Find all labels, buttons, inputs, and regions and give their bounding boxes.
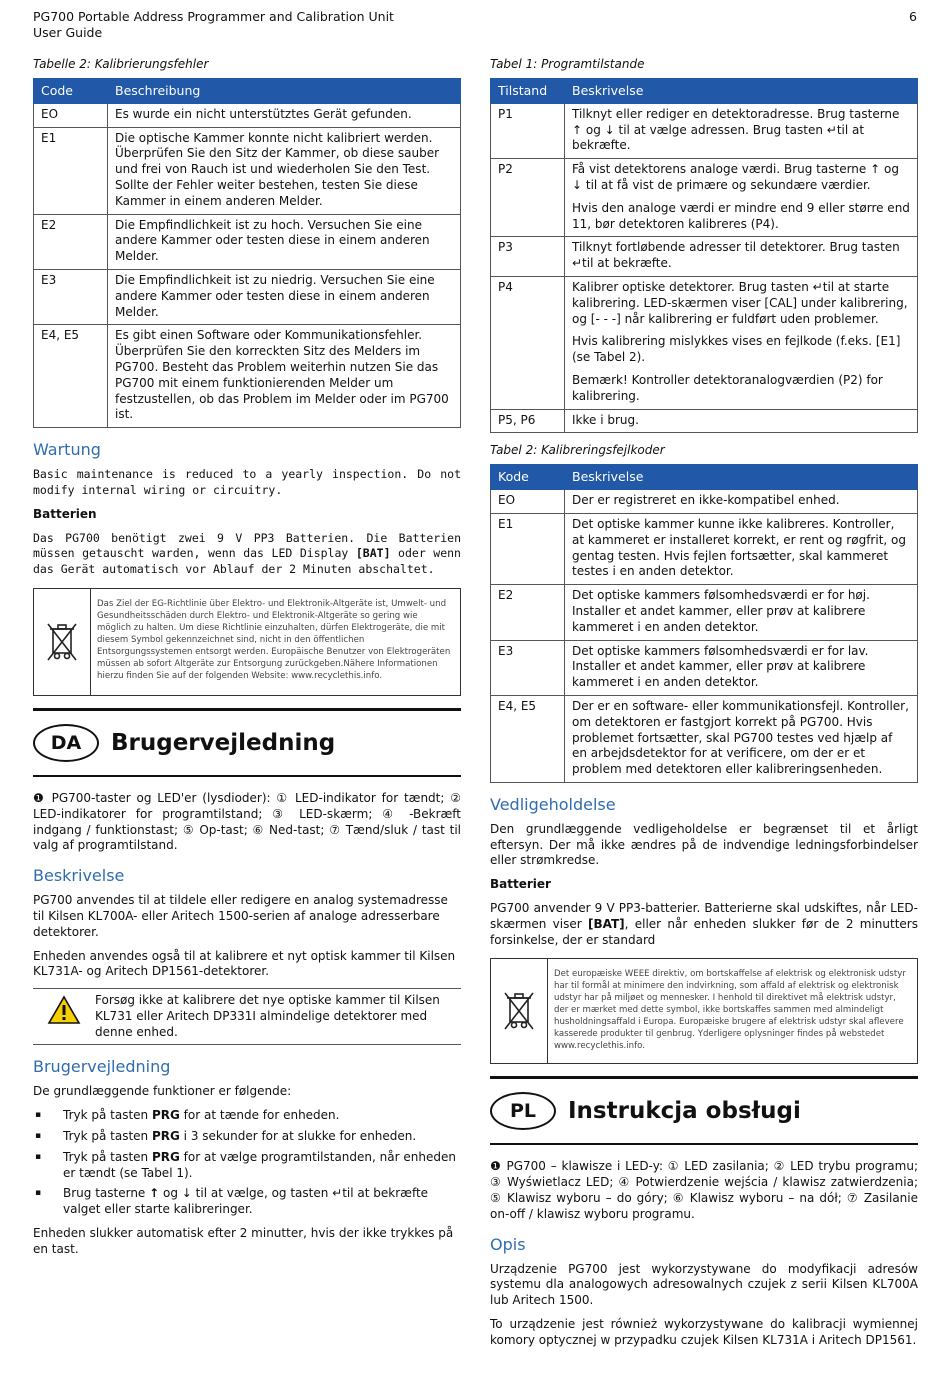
left-column [33, 56, 461, 1266]
cell-paragraph: Tilknyt fortløbende adresser til detektorer. Brug tasten ↵til at bekræfte. [572, 240, 900, 271]
text-span: PG700 anvender 9 V PP3-batterier. Batterierne skal udskiftes, når LED-skærmen viser [490, 901, 918, 931]
text-span: Tryk på tasten [63, 1129, 152, 1144]
section-heading-beskrivelse: Beskrivelse [33, 866, 125, 886]
doc-title: PG700 Portable Address Programmer and Calibration Unit [33, 9, 394, 24]
key-label: PRG [151, 1149, 180, 1164]
da-intro: ❶ PG700-taster og LED'er (lysdioder): ① LED-indikator for tændt; ② LED-indikatorer for programtilstand; ③ LED-skærm; ④ -Bekræft indgang / funktionstast; ⑤ Op-tast; ⑥ Ned-tast; ⑦ Tænd/sluk / tast til valg af programtilstand. [33, 790, 461, 853]
warning-box [33, 988, 461, 1045]
warning-icon [33, 993, 95, 1040]
col-header-code: Kode [491, 465, 565, 490]
table-row [34, 214, 461, 269]
cell-code: P2 [491, 159, 565, 237]
calibration-errors-table-de [33, 78, 461, 428]
text-span: Tryk på tasten [63, 1149, 152, 1164]
text-span: for at vælge programtilstanden, når enheden er tændt (se Tabel 1). [63, 1149, 456, 1180]
text-span: for at tænde for enheden. [179, 1108, 340, 1123]
cell-code: E4, E5 [491, 695, 565, 782]
wartung-text: Basic maintenance is reduced to a yearly inspection. Do not modify internal wiring or circuitry. [33, 467, 461, 497]
cell-code: E3 [34, 269, 108, 324]
program-modes-table [490, 78, 918, 433]
vedl-text: Den grundlæggende vedligeholdelse er begrænset til et årligt eftersyn. Der må ikke ændres på de indvendige ledningsforbindelser eller strømkredse. [490, 821, 918, 868]
cell-paragraph: Tilknyt eller rediger en detektoradresse. Brug tasterne ↑ og ↓ til at vælge adressen. Brug tasten ↵til at bekræfte. [572, 106, 900, 153]
cell-desc: Die optische Kammer konnte nicht kalibriert werden. Überprüfen Sie den Sitz der Kammer, ob diese sauber und frei von Rauch ist und wiederholen Sie den Test. Sollte der Fehler weiter bestehen, testen Sie diese Kammer in einem anderen Melder. [108, 127, 461, 214]
cell-desc: Det optiske kammer kunne ikke kalibreres. Kontroller, at kammeret er installeret korrekt, er rent og røgfrit, og gentag testen. Hvis fejlen fortsætter, skal kammeret testes i en anden detektor. [565, 513, 918, 584]
cell-desc: Die Empfindlichkeit ist zu hoch. Versuchen Sie eine andere Kammer oder testen diese in einem anderen Melder. [108, 214, 461, 269]
list-item [63, 1150, 461, 1182]
cell-desc [565, 409, 918, 433]
cell-code: EO [34, 103, 108, 127]
language-title: Brugervejledning [111, 729, 336, 756]
text-span: , eller når enheden slukker før de 2 minutters forsinkelse, der er standard [490, 916, 918, 947]
table-row [491, 640, 918, 695]
doc-subtitle: User Guide [33, 25, 103, 40]
cell-desc [565, 237, 918, 277]
da-paragraph: De grundlæggende funktioner er følgende: [33, 1084, 292, 1099]
weee-notice [490, 958, 918, 1064]
text-span: Tryk på tasten [63, 1108, 152, 1123]
right-column [490, 56, 918, 1357]
table-row [491, 276, 918, 409]
table-row [34, 103, 461, 127]
cell-paragraph: Hvis den analoge værdi er mindre end 9 eller større end 11, bør detektoren kalibreres (P4). [572, 200, 910, 231]
text-span: og ↓ til at vælge, og tasten ↵til at bekræfte valget eller starte kalibreringer. [63, 1186, 429, 1217]
table-row [491, 103, 918, 158]
table-row [491, 237, 918, 277]
cell-paragraph: Kalibrer optiske detektorer. Brug tasten ↵til at starte kalibrering. LED-skærmen viser [CAL] under kalibrering, og [- - -] når kalibrering er fuldført uden problemer. [572, 279, 908, 326]
weee-notice [33, 588, 461, 696]
table-row [491, 409, 918, 433]
batterien-text [33, 531, 461, 578]
cell-desc: Es gibt einen Software oder Kommunikationsfehler. Überprüfen Sie den korreckten Sitz des Melders im PG700. Besteht das Problem weiterhin nutzen Sie das PG700 mit einem funktionierenden Melder um festzustellen, ob das Problem im Melder oder im PG700 ist. [108, 325, 461, 428]
cell-code: E2 [491, 585, 565, 640]
da-paragraph: Enheden slukker automatisk efter 2 minutter, hvis der ikke trykkes på en tast. [33, 1226, 454, 1256]
batterier-text [490, 901, 918, 948]
col-header-desc: Beschreibung [108, 79, 461, 104]
function-list [33, 1108, 461, 1218]
da-paragraph: Enheden anvendes også til at kalibrere et nyt optisk kammer til Kilsen KL731A- og Aritech DP1561-detektorer. [33, 948, 456, 979]
page-header [33, 9, 394, 41]
list-item [63, 1186, 461, 1218]
language-badge: DA [33, 724, 99, 762]
pl-paragraph: To urządzenie jest również wykorzystywane do kalibracji wymiennej komory optycznej w przypadku czujek Kilsen KL731A i Aritech DP1561. [490, 1317, 918, 1347]
table-row [491, 513, 918, 584]
text-span: Das PG700 benötigt zwei 9 V PP3 Batterien. Die Batterien müssen getauscht warden, wenn das LED Display [33, 530, 461, 561]
language-badge: PL [490, 1092, 556, 1130]
section-heading-opis: Opis [490, 1234, 526, 1254]
section-heading-vedligeholdelse: Vedligeholdelse [490, 794, 616, 814]
key-label: ↑ [149, 1186, 160, 1201]
table-caption: Tabelle 2: Kalibrierungsfehler [33, 57, 209, 71]
section-heading-brugervejledning: Brugervejledning [33, 1057, 171, 1077]
pl-intro: ❶ PG700 – klawisze i LED-y: ① LED zasilania; ② LED trybu programu; ③ Wyświetlacz LED; ④ Potwierdzenie wejścia / klawisz zatwierdzenia; ⑤ Klawisz wyboru – do góry; ⑥ Klawisz wyboru – na dół; ⑦ Zasilanie on-off / klawisz wyboru programu. [490, 1159, 918, 1221]
warning-text: Forsøg ikke at kalibrere det nye optiske kammer til Kilsen KL731 eller Aritech DP331I almindelige detektorer med denne enhed. [95, 993, 440, 1039]
cell-desc: Det optiske kammers følsomhedsværdi er for høj. Installer et andet kammer, eller prøv at kalibrere kammeret i en anden detektor. [565, 585, 918, 640]
language-title: Instrukcja obsługi [568, 1098, 801, 1125]
key-label: PRG [151, 1129, 180, 1144]
pl-paragraph: Urządzenie PG700 jest wykorzystywane do modyfikacji adresów systemu dla analogowych adresowalnych czujek z serii Kilsen KL700A lub Aritech 1500. [490, 1261, 918, 1308]
weee-bin-icon [491, 959, 548, 1063]
table-row [491, 159, 918, 237]
cell-code: P5, P6 [491, 409, 565, 433]
text-span: Brug tasterne [63, 1186, 150, 1201]
cell-code: E2 [34, 214, 108, 269]
col-header-code: Code [34, 79, 108, 104]
weee-text: Das Ziel der EG-Richtlinie über Elektro- und Elektronik-Altgeräte ist, Umwelt- und Gesundheitsschäden durch Elektro- und Elektronik-Altgeräte so gering wie möglich zu halten. Um diese Richtlinie einzuhalten, dürfen Elektrogeräte, die mit diesem Symbol gekennzeichnet sind, nicht in den öffentlichen Entsorgungssystemen entsorgt werden. Europäische Benutzer von Elektrogeräten müssen ab sofort Altgeräte zur Entsorgung zurückgeben.Nähere Informationen hierzu finden Sie auf der folgenden Website: www.recyclethis.info. [97, 598, 451, 681]
col-header-desc: Beskrivelse [565, 465, 918, 490]
text-span: oder wenn das Gerät automatisch vor Ablauf der 2 Minuten abschaltet. [33, 546, 461, 577]
text-span: i 3 sekunder for at slukke for enheden. [179, 1129, 417, 1144]
cell-paragraph: Få vist detektorens analoge værdi. Brug tasterne ↑ og ↓ til at få vist de primære og sekundære værdier. [572, 162, 899, 192]
col-header-code: Tilstand [491, 79, 565, 104]
da-paragraph: PG700 anvendes til at tildele eller redigere en analog systemadresse til Kilsen KL700A- eller Aritech 1500-serien af analoge adresserbare detektorer. [33, 893, 448, 939]
cell-desc: Es wurde ein nicht unterstütztes Gerät gefunden. [108, 103, 461, 127]
cell-desc [565, 276, 918, 409]
list-item [63, 1108, 461, 1124]
page-number: 6 [909, 9, 917, 24]
cell-code: E1 [491, 513, 565, 584]
cell-desc: Die Empfindlichkeit ist zu niedrig. Versuchen Sie eine andere Kammer oder testen diese in einem anderen Melder. [108, 269, 461, 324]
table-row [34, 325, 461, 428]
section-heading-wartung: Wartung [33, 440, 101, 460]
table-row [491, 490, 918, 514]
cell-desc [565, 159, 918, 237]
cell-paragraph: Hvis kalibrering mislykkes vises en fejlkode (f.eks. [E1] (se Tabel 2). [572, 334, 901, 365]
language-bar-pl [490, 1076, 918, 1145]
cell-code: P3 [491, 237, 565, 277]
cell-code: E1 [34, 127, 108, 214]
cell-code: E4, E5 [34, 325, 108, 428]
bat-code: [BAT] [587, 916, 625, 931]
table-row [491, 585, 918, 640]
batterien-subheading: Batterien [33, 506, 97, 521]
cell-code: P1 [491, 103, 565, 158]
table-row [34, 127, 461, 214]
weee-text: Det europæiske WEEE direktiv, om bortskaffelse af elektrisk og elektronisk udstyr har til formål at minimere den indvirkning, som affald af elektrisk og elektronisk udstyr har på miljøet og mennesker. I henhold til direktivet må elektrisk udstyr, der er mærket med dette symbol, ikke bortskaffes sammen med almindeligt husholdningsaffald i Europa. Europæiske brugere af elektrisk udstyr skal aflevere kasserede produkter til genbrug. Yderligere oplysninger findes på webstedet www.recyclethis.info. [554, 969, 906, 1052]
cell-desc: Der er en software- eller kommunikationsfejl. Kontroller, om detektoren er fastgjort korrekt på PG700. Hvis problemet fortsætter, skal PG700 testes ved hjælp af en arbejdsdetektor for at verificere, om der er et problem med detektoren eller kalibreringsenheden. [565, 695, 918, 782]
batterier-subheading: Batterier [490, 877, 551, 892]
table-caption: Tabel 2: Kalibreringsfejlkoder [490, 443, 665, 458]
bat-code: [BAT] [355, 546, 391, 561]
cell-code: P4 [491, 276, 565, 409]
table-row [34, 269, 461, 324]
weee-bin-icon [34, 589, 91, 695]
list-item [63, 1129, 461, 1145]
language-bar-da [33, 708, 461, 777]
cell-code: EO [491, 490, 565, 514]
cell-desc: Det optiske kammers følsomhedsværdi er for lav. Installer et andet kammer, eller prøv at kalibrere kammeret i en anden detektor. [565, 640, 918, 695]
cell-code: E3 [491, 640, 565, 695]
cell-paragraph: Ikke i brug. [572, 412, 639, 427]
key-label: PRG [151, 1108, 180, 1123]
cell-paragraph: Bemærk! Kontroller detektoranalogværdien (P2) for kalibrering. [572, 372, 883, 403]
calibration-errors-table-da [490, 464, 918, 783]
table-caption: Tabel 1: Programtilstande [490, 57, 645, 71]
cell-desc: Der er registreret en ikke-kompatibel enhed. [565, 490, 918, 514]
cell-desc [565, 103, 918, 158]
table-row [491, 695, 918, 782]
col-header-desc: Beskrivelse [565, 79, 918, 104]
